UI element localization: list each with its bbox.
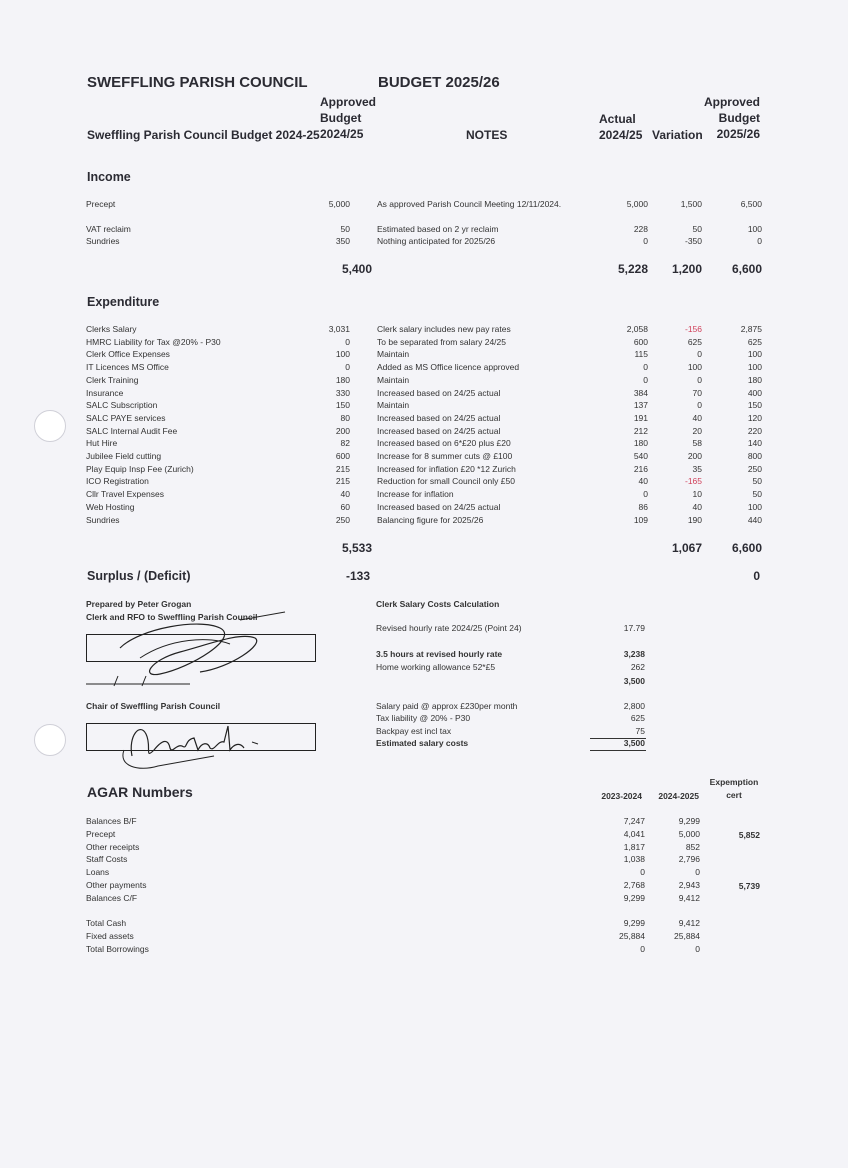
- agar-y1: 9,299: [623, 892, 645, 903]
- chair-signature: [118, 716, 298, 776]
- agar-col2: 2024-2025: [658, 791, 699, 801]
- expenditure-note: Reduction for small Council only £50: [377, 476, 515, 487]
- expenditure-label: Sundries: [86, 514, 120, 525]
- expenditure-approved: 180: [747, 374, 762, 385]
- expenditure-actual: 0: [643, 362, 648, 373]
- expenditure-actual: 216: [633, 463, 648, 474]
- agar-label: Fixed assets: [86, 930, 134, 941]
- income-label: Precept: [86, 199, 116, 209]
- expenditure-row: [0, 489, 848, 502]
- expenditure-variation: 10: [692, 489, 702, 500]
- agar-label: Balances C/F: [86, 892, 138, 903]
- expenditure-label: Insurance: [86, 387, 124, 398]
- expenditure-label: Clerk Office Expenses: [86, 349, 170, 360]
- expenditure-note: Maintain: [377, 349, 410, 360]
- calc-label: 3.5 hours at revised hourly rate: [376, 649, 503, 659]
- expenditure-total-budget: 5,533: [342, 541, 373, 555]
- expenditure-budget: 215: [335, 463, 350, 474]
- surplus-label: Surplus / (Deficit): [87, 569, 191, 583]
- income-actual: 5,000: [626, 199, 648, 209]
- expenditure-actual: 109: [633, 514, 648, 525]
- col-actual-header: Actual 2024/25: [599, 112, 643, 142]
- expenditure-variation: -165: [684, 476, 702, 487]
- punch-hole: [34, 724, 66, 756]
- income-total-approved: 6,600: [731, 262, 762, 276]
- expenditure-approved: 440: [747, 514, 762, 525]
- expenditure-label: Clerks Salary: [86, 324, 137, 334]
- expenditure-approved: 400: [747, 387, 762, 398]
- expenditure-label: HMRC Liability for Tax @20% - P30: [86, 336, 221, 347]
- expenditure-budget: 80: [340, 412, 350, 423]
- expenditure-note: Increased for inflation £20 *12 Zurich: [377, 463, 516, 474]
- income-approved: 0: [757, 236, 762, 246]
- expenditure-actual: 212: [633, 425, 648, 436]
- expenditure-note: Increased based on 24/25 actual: [377, 425, 501, 436]
- income-variation: 1,500: [680, 199, 702, 209]
- calc-label: Tax liability @ 20% - P30: [376, 713, 471, 723]
- agar-y2: 9,412: [678, 918, 700, 928]
- expenditure-row: [0, 388, 848, 401]
- calc-label: Estimated salary costs: [376, 738, 469, 748]
- expenditure-note: Increased based on 6*£20 plus £20: [377, 438, 511, 449]
- expenditure-budget: 330: [335, 387, 350, 398]
- expenditure-actual: 137: [633, 400, 648, 411]
- agar-col1: 2023-2024: [601, 791, 642, 801]
- expenditure-actual: 2,058: [626, 324, 648, 334]
- expenditure-note: Increased based on 24/25 actual: [377, 387, 501, 398]
- expenditure-actual: 191: [633, 412, 648, 423]
- calc-underline: [590, 750, 646, 751]
- calc-value: 262: [630, 662, 645, 672]
- expenditure-actual: 0: [643, 489, 648, 500]
- expenditure-actual: 540: [633, 451, 648, 461]
- expenditure-row: [0, 349, 848, 362]
- expenditure-variation: 625: [687, 336, 702, 347]
- expenditure-approved: 140: [747, 438, 762, 449]
- agar-y1: 4,041: [623, 828, 645, 839]
- calc-value: 3,500: [623, 676, 645, 686]
- calc-value: 17.79: [623, 623, 645, 633]
- agar-y2: 9,299: [678, 816, 700, 826]
- expenditure-actual: 384: [633, 387, 648, 398]
- income-budget: 350: [335, 236, 350, 246]
- income-total-budget: 5,400: [342, 262, 373, 276]
- income-note: Estimated based on 2 yr reclaim: [377, 224, 499, 234]
- expenditure-label: Cllr Travel Expenses: [86, 489, 164, 500]
- agar-label: Balances B/F: [86, 816, 137, 826]
- expenditure-variation: 70: [692, 387, 702, 398]
- expenditure-row: [0, 375, 848, 388]
- col-approved-header: Approved Budget 2024/25: [320, 95, 377, 141]
- agar-col3: Expemption cert: [709, 777, 759, 800]
- expenditure-budget: 100: [335, 349, 350, 360]
- expenditure-approved: 100: [747, 362, 762, 373]
- expenditure-variation: 200: [687, 451, 702, 461]
- expenditure-heading: Expenditure: [87, 295, 160, 309]
- expenditure-row: [0, 413, 848, 426]
- income-actual: 0: [643, 236, 648, 246]
- expenditure-row: [0, 362, 848, 375]
- expenditure-actual: 40: [638, 476, 648, 487]
- expenditure-note: Added as MS Office licence approved: [377, 362, 520, 373]
- surplus-budget: -133: [346, 569, 371, 583]
- calc-label: Revised hourly rate 2024/25 (Point 24): [376, 623, 522, 633]
- expenditure-row: [0, 324, 848, 337]
- agar-y2: 0: [695, 943, 700, 954]
- expenditure-approved: 100: [747, 349, 762, 360]
- expenditure-label: Hut Hire: [86, 438, 118, 449]
- agar-y2: 2,943: [678, 880, 700, 890]
- agar-y2: 852: [685, 841, 700, 852]
- expenditure-row: [0, 337, 848, 350]
- expenditure-variation: 20: [692, 425, 702, 436]
- agar-y2: 9,412: [678, 892, 700, 903]
- expenditure-variation: 0: [697, 400, 702, 411]
- agar-label: Total Borrowings: [86, 943, 149, 954]
- calc-value: 75: [635, 726, 645, 736]
- expenditure-note: Increased based on 24/25 actual: [377, 412, 501, 423]
- expenditure-budget: 0: [345, 336, 350, 347]
- expenditure-note: Increased based on 24/25 actual: [377, 501, 501, 512]
- agar-y1: 2,768: [623, 880, 645, 890]
- expenditure-approved: 100: [747, 501, 762, 512]
- agar-y1: 1,038: [623, 854, 645, 865]
- income-total-actual: 5,228: [617, 262, 648, 276]
- agar-label: Other payments: [86, 880, 147, 890]
- chair-label: Chair of Sweffling Parish Council: [86, 701, 221, 711]
- agar-y2: 0: [695, 867, 700, 878]
- expenditure-budget: 600: [335, 451, 350, 461]
- income-total-variation: 1,200: [671, 262, 702, 276]
- expenditure-label: SALC Subscription: [86, 400, 158, 411]
- income-budget: 5,000: [328, 199, 350, 209]
- calc-label: Salary paid @ approx £230per month: [376, 701, 518, 711]
- income-note: Nothing anticipated for 2025/26: [377, 236, 496, 246]
- clerk-signature: [80, 608, 340, 688]
- expenditure-label: Play Equip Insp Fee (Zurich): [86, 463, 194, 474]
- expenditure-label: SALC Internal Audit Fee: [86, 425, 178, 436]
- prepared-by: Prepared by Peter Grogan: [86, 599, 192, 609]
- expenditure-note: Clerk salary includes new pay rates: [377, 324, 511, 334]
- expenditure-label: IT Licences MS Office: [86, 362, 169, 373]
- agar-y1: 7,247: [623, 816, 645, 826]
- expenditure-row: [0, 438, 848, 451]
- expenditure-budget: 150: [335, 400, 350, 411]
- expenditure-label: Jubilee Field cutting: [86, 451, 162, 461]
- expenditure-budget: 40: [340, 489, 350, 500]
- expenditure-approved: 150: [747, 400, 762, 411]
- expenditure-variation: 0: [697, 374, 702, 385]
- council-title: SWEFFLING PARISH COUNCIL: [87, 74, 308, 91]
- expenditure-note: Balancing figure for 2025/26: [377, 514, 484, 525]
- expenditure-actual: 86: [638, 501, 648, 512]
- expenditure-note: Increase for inflation: [377, 489, 454, 500]
- expenditure-actual: 180: [633, 438, 648, 449]
- expenditure-actual: 600: [633, 336, 648, 347]
- agar-label: Total Cash: [86, 918, 127, 928]
- expenditure-approved: 250: [747, 463, 762, 474]
- col-notes-header: NOTES: [466, 128, 508, 142]
- expenditure-approved: 50: [752, 476, 762, 487]
- expenditure-total-variation: 1,067: [671, 541, 702, 555]
- calc-value: 625: [630, 713, 645, 723]
- col-approved-new-header: Approved Budget 2025/26: [703, 95, 760, 141]
- expenditure-approved: 2,875: [740, 324, 762, 334]
- expenditure-approved: 220: [747, 425, 762, 436]
- calc-label: Backpay est incl tax: [376, 726, 452, 736]
- income-heading: Income: [87, 170, 131, 184]
- expenditure-row: [0, 476, 848, 489]
- expenditure-variation: 40: [692, 412, 702, 423]
- income-label: Sundries: [86, 236, 120, 246]
- expenditure-row: [0, 451, 848, 464]
- calc-value: 2,800: [623, 701, 645, 711]
- expenditure-budget: 215: [335, 476, 350, 487]
- agar-y2: 5,000: [678, 828, 700, 839]
- agar-exemption: 5,852: [738, 829, 760, 840]
- budget-subtitle: Sweffling Parish Council Budget 2024-25: [87, 128, 320, 142]
- expenditure-budget: 200: [335, 425, 350, 436]
- expenditure-variation: 40: [692, 501, 702, 512]
- expenditure-actual: 0: [643, 374, 648, 385]
- agar-y2: 2,796: [678, 854, 700, 865]
- agar-heading: AGAR Numbers: [87, 784, 193, 800]
- income-variation: 50: [692, 224, 702, 234]
- expenditure-label: Clerk Training: [86, 374, 139, 385]
- income-approved: 100: [747, 224, 762, 234]
- expenditure-budget: 82: [340, 438, 350, 449]
- agar-exemption: 5,739: [738, 881, 760, 891]
- expenditure-budget: 180: [335, 374, 350, 385]
- expenditure-actual: 115: [634, 349, 648, 360]
- expenditure-variation: 100: [687, 362, 702, 373]
- expenditure-approved: 625: [747, 336, 762, 347]
- agar-label: Staff Costs: [86, 854, 128, 865]
- agar-y1: 25,884: [619, 930, 645, 941]
- income-row: [0, 199, 848, 212]
- income-actual: 228: [633, 224, 648, 234]
- income-variation: -350: [684, 236, 702, 246]
- expenditure-note: To be separated from salary 24/25: [377, 336, 506, 347]
- expenditure-budget: 3,031: [328, 324, 350, 334]
- income-budget: 50: [340, 224, 350, 234]
- expenditure-variation: -156: [684, 324, 702, 334]
- expenditure-budget: 60: [340, 501, 350, 512]
- income-row: [0, 236, 848, 249]
- expenditure-note: Maintain: [377, 374, 410, 385]
- agar-y1: 0: [640, 867, 645, 878]
- expenditure-label: Web Hosting: [86, 501, 135, 512]
- calc-label: Home working allowance 52*£5: [376, 662, 496, 672]
- expenditure-total-approved: 6,600: [731, 541, 762, 555]
- agar-y1: 1,817: [623, 841, 645, 852]
- expenditure-variation: 0: [697, 349, 702, 360]
- expenditure-row: [0, 400, 848, 413]
- calc-underline: [590, 738, 646, 739]
- expenditure-label: SALC PAYE services: [86, 412, 166, 423]
- expenditure-variation: 35: [692, 463, 702, 474]
- expenditure-budget: 250: [335, 514, 350, 525]
- expenditure-variation: 190: [687, 514, 702, 525]
- income-note: As approved Parish Council Meeting 12/11/2024.: [377, 199, 562, 209]
- clerk-role: Clerk and RFO to Sweffling Parish Council: [86, 612, 258, 622]
- agar-y1: 9,299: [623, 918, 645, 928]
- calc-value: 3,500: [623, 738, 645, 748]
- agar-label: Other receipts: [86, 841, 140, 852]
- expenditure-variation: 58: [692, 438, 702, 449]
- expenditure-row: [0, 464, 848, 477]
- expenditure-label: ICO Registration: [86, 476, 149, 487]
- agar-y2: 25,884: [674, 930, 700, 941]
- budget-title: BUDGET 2025/26: [378, 74, 500, 91]
- income-label: VAT reclaim: [86, 224, 131, 234]
- expenditure-approved: 50: [752, 489, 762, 500]
- expenditure-row: [0, 426, 848, 439]
- expenditure-budget: 0: [345, 362, 350, 373]
- expenditure-row: [0, 515, 848, 528]
- income-approved: 6,500: [740, 199, 762, 209]
- agar-label: Precept: [86, 828, 116, 839]
- expenditure-note: Maintain: [377, 400, 410, 411]
- agar-label: Loans: [86, 867, 110, 878]
- clerk-calc-title: Clerk Salary Costs Calculation: [376, 599, 500, 609]
- expenditure-approved: 800: [747, 451, 762, 461]
- expenditure-note: Increase for 8 summer cuts @ £100: [377, 451, 513, 461]
- surplus-approved: 0: [753, 569, 760, 583]
- calc-value: 3,238: [623, 649, 645, 659]
- agar-y1: 0: [640, 943, 645, 954]
- expenditure-approved: 120: [747, 412, 762, 423]
- col-variation-header: Variation: [652, 128, 703, 142]
- expenditure-row: [0, 502, 848, 515]
